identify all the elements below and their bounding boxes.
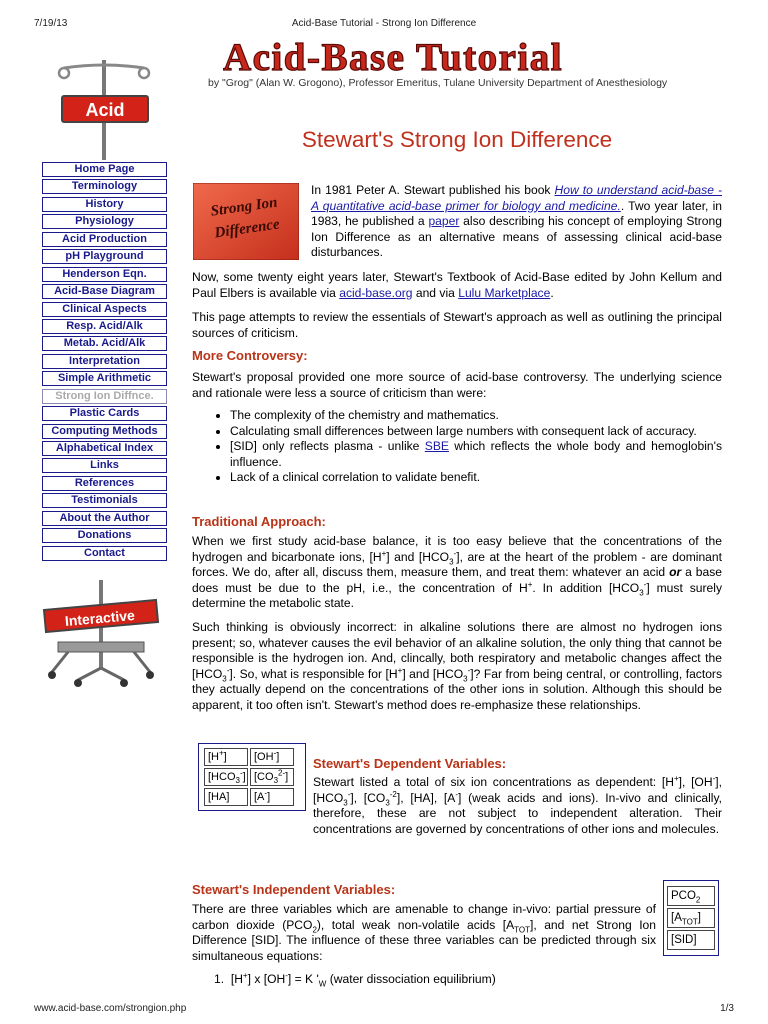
page-title: Stewart's Strong Ion Difference bbox=[301, 127, 613, 152]
equation-1: 1. [H+] x [OH-] = K '$_W$ (water dissociation equilibrium) bbox=[214, 970, 496, 989]
list-item: • [SID] only reflects plasma - unlike SBE which reflects the whole body and hemoglobin's influence. bbox=[230, 439, 722, 470]
ion-cell-hco3: $[HCO_3^-]$ bbox=[204, 768, 248, 786]
nav-item-henderson-eqn[interactable]: Henderson Eqn. bbox=[42, 267, 167, 282]
sidebar-nav bbox=[42, 162, 167, 563]
site-byline: by "Grog" (Alan W. Grogono), Professor Emeritus, Tulane University Department of Anesthesiology bbox=[208, 77, 668, 89]
dependent-variables-box bbox=[198, 743, 306, 811]
stand-label-acid: Acid bbox=[85, 100, 125, 120]
nav-item-physiology[interactable]: Physiology bbox=[42, 214, 167, 229]
ind-cell-atot: $[A_{TOT}]$ bbox=[667, 908, 715, 928]
ion-cell-co3: $[CO_3^{2-}]$ bbox=[250, 768, 294, 786]
sbe-link[interactable]: SBE bbox=[424, 439, 449, 453]
dependent-variables-heading: Stewart's Dependent Variables: bbox=[313, 756, 507, 771]
nav-item-acid-base-diagram[interactable]: Acid-Base Diagram bbox=[42, 284, 167, 299]
nav-item-interpretation[interactable]: Interpretation bbox=[42, 354, 167, 369]
nav-item-strong-ion-diffnce: Strong Ion Diffnce. bbox=[42, 389, 167, 404]
nav-item-ph-playground[interactable]: pH Playground bbox=[42, 249, 167, 264]
nav-item-home-page[interactable]: Home Page bbox=[42, 162, 167, 177]
intro-paragraph: In 1981 Peter A. Stewart published his book How to understand acid-base - A quantitative acid-base primer for biology and medicine.. Two year later, in 1983, he published a paper also describing his concept of employing Strong Ion Difference as an alternative means of assessing clinical acid-base disturbances. bbox=[311, 183, 723, 259]
more-controversy-section: Stewart's proposal provided one more source of acid-base controversy. The underlying science and rationale were less a source of criticism than were: • The complexity of the chemistry and mathematics. • Calculating small differences between large numbers with consequent lack of accuracy. • [SID] only reflects plasma - unlike SBE which reflects the whole body and hemoglobin's influence. • Lack of a clinical correlation to validate benefit. bbox=[192, 370, 722, 486]
print-url: www.acid-base.com/strongion.php bbox=[34, 1003, 187, 1014]
stewart-book-link[interactable]: How to understand acid-base - A quantitative acid-base primer for biology and medicine. bbox=[311, 183, 722, 213]
stewart-paper-link[interactable]: paper bbox=[428, 214, 460, 228]
more-controversy-heading: More Controversy: bbox=[192, 348, 308, 363]
traditional-paragraph-1: When we first study acid-base balance, it is too easy believe that the concentrations of the hydrogen and bicarbonate ions, [H+] and $[HCO_3^-]$, are at the heart of the problem - are dominant forces. We do, after all, discuss them, measure them, and treat them: whatever an acid or a base does must be due to the pH, i.e., the concentration of H+. In addition $[HCO_3^-]$ must surely determine the metabolic state. bbox=[192, 534, 722, 610]
nav-item-plastic-cards[interactable]: Plastic Cards bbox=[42, 406, 167, 421]
nav-item-links[interactable]: Links bbox=[42, 458, 167, 473]
svg-text:Strong Ion: Strong Ion bbox=[209, 194, 279, 220]
nav-item-metab-acid-alk[interactable]: Metab. Acid/Alk bbox=[42, 336, 167, 351]
nav-item-computing-methods[interactable]: Computing Methods bbox=[42, 424, 167, 439]
traditional-paragraph-2: Such thinking is obviously incorrect: in alkaline solutions there are almost no hydrogen ions present; so, whatever causes the evil behavior of an alkaline solution, the only thing that cannot be responsible is the hydrogen ion. And, clincally, both respiratory and metabolic changes affect the $[HCO_3^-]$. So, what is responsible for [H+] and $[HCO_3^-]$? Far from being central, or controlling, factors they actually depend on the concentrations of the other ions in solution. Although this should be apparent, it too often isn't. Stewart's method does re-emphasize these relationships. bbox=[192, 620, 722, 712]
nav-item-terminology[interactable]: Terminology bbox=[42, 179, 167, 194]
criticism-list bbox=[192, 408, 722, 486]
nav-item-about-the-author[interactable]: About the Author bbox=[42, 511, 167, 526]
nav-item-references[interactable]: References bbox=[42, 476, 167, 491]
list-item: • Calculating small differences between large numbers with consequent lack of accuracy. bbox=[230, 424, 722, 440]
list-item: • The complexity of the chemistry and mathematics. bbox=[230, 408, 722, 424]
ion-cell-oh: [OH-] bbox=[250, 748, 294, 766]
ion-cell-h: [H+] bbox=[204, 748, 248, 766]
independent-variables-text: There are three variables which are amenable to change in-vivo: partial pressure of carbon dioxide $(PCO_2)$, total weak non-volatile acids $[A_{TOT}]$, and net Strong Ion Difference [SID]. The influence of these three variables can be predicted through six simultaneous equations: bbox=[192, 902, 656, 963]
print-doc-title: Acid-Base Tutorial - Strong Ion Difference bbox=[291, 18, 477, 29]
lulu-marketplace-link[interactable]: Lulu Marketplace bbox=[458, 285, 551, 300]
traditional-approach-heading: Traditional Approach: bbox=[192, 514, 326, 529]
textbook-paragraph: Now, some twenty eight years later, Stewart's Textbook of Acid-Base edited by John Kellum and Paul Elbers is available via acid-base.org and via Lulu Marketplace. bbox=[192, 270, 722, 300]
strong-ion-difference-image bbox=[193, 183, 299, 260]
list-item: • Lack of a clinical correlation to validate benefit. bbox=[230, 470, 722, 486]
ind-cell-sid: [SID] bbox=[667, 930, 715, 950]
nav-item-resp-acid-alk[interactable]: Resp. Acid/Alk bbox=[42, 319, 167, 334]
svg-text:Difference: Difference bbox=[213, 216, 281, 242]
ion-cell-a: [A-] bbox=[250, 788, 294, 806]
dependent-variables-text-1: Stewart listed a total of six ion concentrations as dependent: [H+], [OH-], $[HCO_3^-]$, $[CO_3^{-2}]$, [HA], [A-] (weak acids and ions). In-vivo and clinically, therefore, these are not subject to independent alteration. Their concentrations are governed by concentrations of other ions and molecules. bbox=[313, 773, 722, 836]
independent-variables-box bbox=[663, 880, 719, 956]
nav-item-simple-arithmetic[interactable]: Simple Arithmetic bbox=[42, 371, 167, 386]
nav-item-contact[interactable]: Contact bbox=[42, 546, 167, 561]
interactive-stand-image[interactable] bbox=[38, 580, 164, 690]
site-title-text: Acid-Base Tutorial bbox=[223, 38, 564, 78]
site-title-logo[interactable] bbox=[223, 38, 723, 78]
ion-cell-ha: [HA] bbox=[204, 788, 248, 806]
print-date: 7/19/13 bbox=[34, 18, 68, 29]
acid-iv-stand-image[interactable] bbox=[44, 60, 164, 160]
nav-item-testimonials[interactable]: Testimonials bbox=[42, 493, 167, 508]
nav-item-acid-production[interactable]: Acid Production bbox=[42, 232, 167, 247]
review-paragraph: This page attempts to review the essentials of Stewart's approach as well as outlining the principal sources of criticism. bbox=[192, 310, 722, 340]
nav-item-clinical-aspects[interactable]: Clinical Aspects bbox=[42, 302, 167, 317]
nav-item-alphabetical-index[interactable]: Alphabetical Index bbox=[42, 441, 167, 456]
print-page-number: 1/3 bbox=[720, 1003, 734, 1014]
nav-item-history[interactable]: History bbox=[42, 197, 167, 212]
acid-base-org-link[interactable]: acid-base.org bbox=[339, 285, 413, 300]
stand-label-interactive: Interactive bbox=[64, 606, 136, 630]
independent-variables-heading: Stewart's Independent Variables: bbox=[192, 882, 396, 897]
ind-cell-pco2: $PCO_2$ bbox=[667, 886, 715, 906]
nav-item-donations[interactable]: Donations bbox=[42, 528, 167, 543]
